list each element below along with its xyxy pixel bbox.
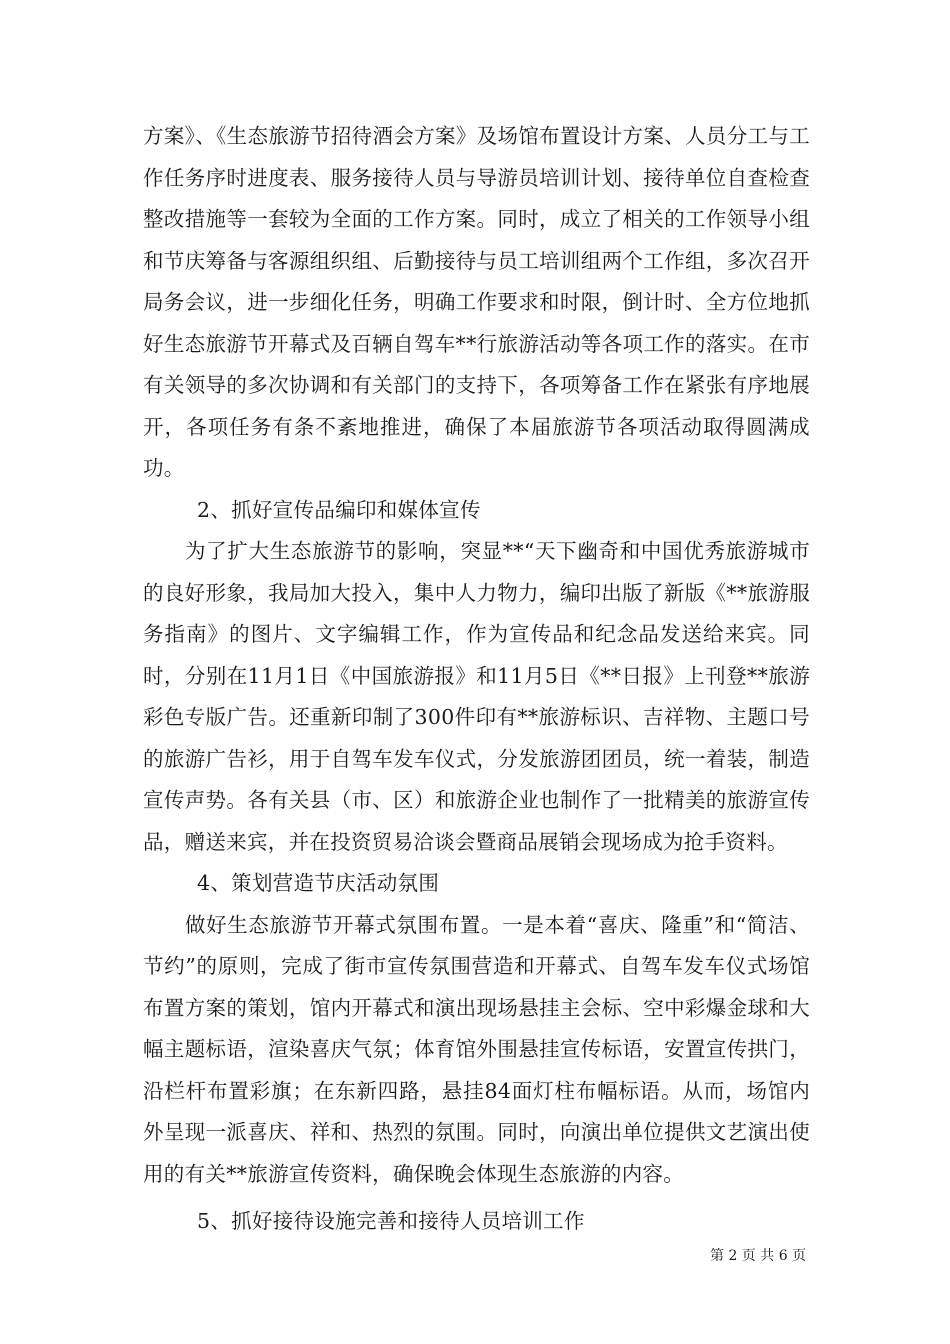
- heading-publicity-materials: 2、抓好宣传品编印和媒体宣传: [197, 497, 481, 522]
- paragraph-work-plan-continued: 方案》、《生态旅游节招待酒会方案》及场馆布置设计方案、人员分工与工作任务序时进度表、服务接待人员与导游员培训计划、接待单位自查检查整改措施等一套较为全面的工作方案。同时，成立了相关的工作领导小组和节庆筹备与客源组织组、后勤接待与员工培训组两个工作组，多次召开局务会议，进一步细化任务，明确工作要求和时限，倒计时、全方位地抓好生态旅游节开幕式及百辆自驾车**行旅游活动等各项工作的落实。在市有关领导的多次协调和有关部门的支持下，各项筹备工作在紧张有序地展开，各项任务有条不紊地推进，确保了本届旅游节各项活动取得圆满成功。: [143, 124, 810, 480]
- heading-festival-atmosphere: 4、策划营造节庆活动氛围: [197, 871, 440, 895]
- heading-reception-training: 5、抓好接待设施完善和接待人员培训工作: [197, 1209, 585, 1233]
- paragraph-publicity-materials: 为了扩大生态旅游节的影响，突显**“天下幽奇和中国优秀旅游城市的良好形象，我局加大投入，集中人力物力，编印出版了新版《**旅游服务指南》的图片、文字编辑工作，作为宣传品和纪念品发送给来宾。同时，分别在11月1日《中国旅游报》和11月5日《**日报》上刊登**旅游彩色专版广告。还重新印制了300件印有**旅游标识、吉祥物、主题口号的旅游广告衫，用于自驾车发车仪式，分发旅游团团员，统一着装，制造宣传声势。各有关县（市、区）和旅游企业也制作了一批精美的旅游宣传品，赠送来宾，并在投资贸易洽谈会暨商品展销会现场成为抢手资料。: [143, 539, 810, 854]
- paragraph-festival-atmosphere: 做好生态旅游节开幕式氛围布置。一是本着“喜庆、隆重”和“简洁、节约”的原则，完成了街市宣传氛围营造和开幕式、自驾车发车仪式场馆布置方案的策划，馆内开幕式和演出现场悬挂主会标、空中彩爆金球和大幅主题标语，渲染喜庆气氛；体育馆外围悬挂宣传标语，安置宣传拱门，沿栏杆布置彩旗；在东新四路，悬挂84面灯柱布幅标语。从而，场馆内外呈现一派喜庆、祥和、热烈的氛围。同时，向演出单位提供文艺演出使用的有关**旅游宣传资料，确保晚会体现生态旅游的内容。: [143, 912, 810, 1186]
- page-number-footer: 第 2 页 共 6 页: [710, 1248, 807, 1264]
- document-body: [143, 116, 810, 1243]
